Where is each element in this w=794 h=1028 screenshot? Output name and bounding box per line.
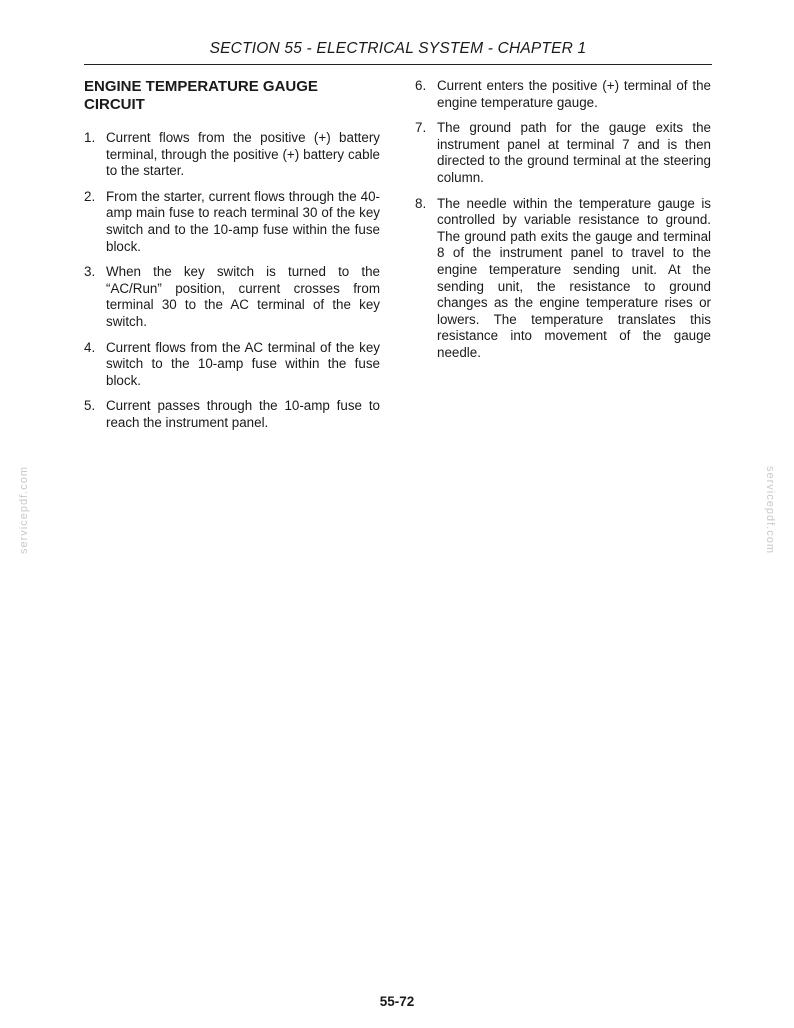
list-item: [415, 78, 711, 111]
list-item: [84, 340, 380, 390]
header-rule: [84, 64, 712, 65]
step-text: The needle within the temperature gauge is controlled by variable resistance to ground. The ground path exits the gauge and terminal 8 of the instrument panel to travel to the engine temperature sending unit. At the sending unit, the resistance to ground changes as the engine temperature rises or lowers. The temperature translates this resistance into movement of the gauge needle.: [437, 195, 711, 360]
list-item: [415, 196, 711, 362]
step-text: Current enters the positive (+) terminal of the engine temperature gauge.: [437, 78, 711, 110]
step-number: 3.: [84, 264, 96, 280]
step-number: 8.: [415, 195, 427, 211]
step-number: 1.: [84, 130, 96, 145]
step-number: 7.: [415, 120, 427, 136]
step-text: Current flows from the positive (+) battery terminal, through the positive (+) battery cable to the starter.: [106, 130, 380, 179]
list-item: [84, 398, 380, 431]
step-number: 6.: [415, 78, 427, 93]
page-header: SECTION 55 - ELECTRICAL SYSTEM - CHAPTER 1: [209, 40, 587, 57]
watermark-right: servicepdf.com: [764, 466, 776, 554]
step-text: The ground path for the gauge exits the instrument panel at terminal 7 and is then directed to the ground terminal at the steering column.: [437, 120, 711, 185]
left-column: [84, 78, 380, 441]
step-number: 2.: [84, 188, 96, 204]
section-title: ENGINE TEMPERATURE GAUGE CIRCUIT: [84, 78, 318, 113]
step-text: From the starter, current flows through the 40-amp main fuse to reach terminal 30 of the key switch and to the 10-amp fuse within the fuse block.: [106, 188, 380, 254]
list-item: [84, 264, 380, 330]
list-item: [84, 130, 380, 180]
right-column: [415, 78, 711, 371]
step-text: When the key switch is turned to the “AC/Run” position, current crosses from terminal 30 to the AC terminal of the key switch.: [106, 264, 380, 329]
step-number: 4.: [84, 339, 96, 355]
steps-list-right: [415, 78, 711, 362]
step-text: Current flows from the AC terminal of the key switch to the 10-amp fuse within the fuse block.: [106, 339, 380, 388]
list-item: [84, 189, 380, 255]
step-text: Current passes through the 10-amp fuse to reach the instrument panel.: [106, 398, 380, 430]
watermark-left: servicepdf.com: [18, 466, 30, 554]
page-number: 55-72: [379, 994, 415, 1009]
steps-list-left: [84, 130, 380, 432]
step-number: 5.: [84, 398, 96, 414]
list-item: [415, 120, 711, 186]
